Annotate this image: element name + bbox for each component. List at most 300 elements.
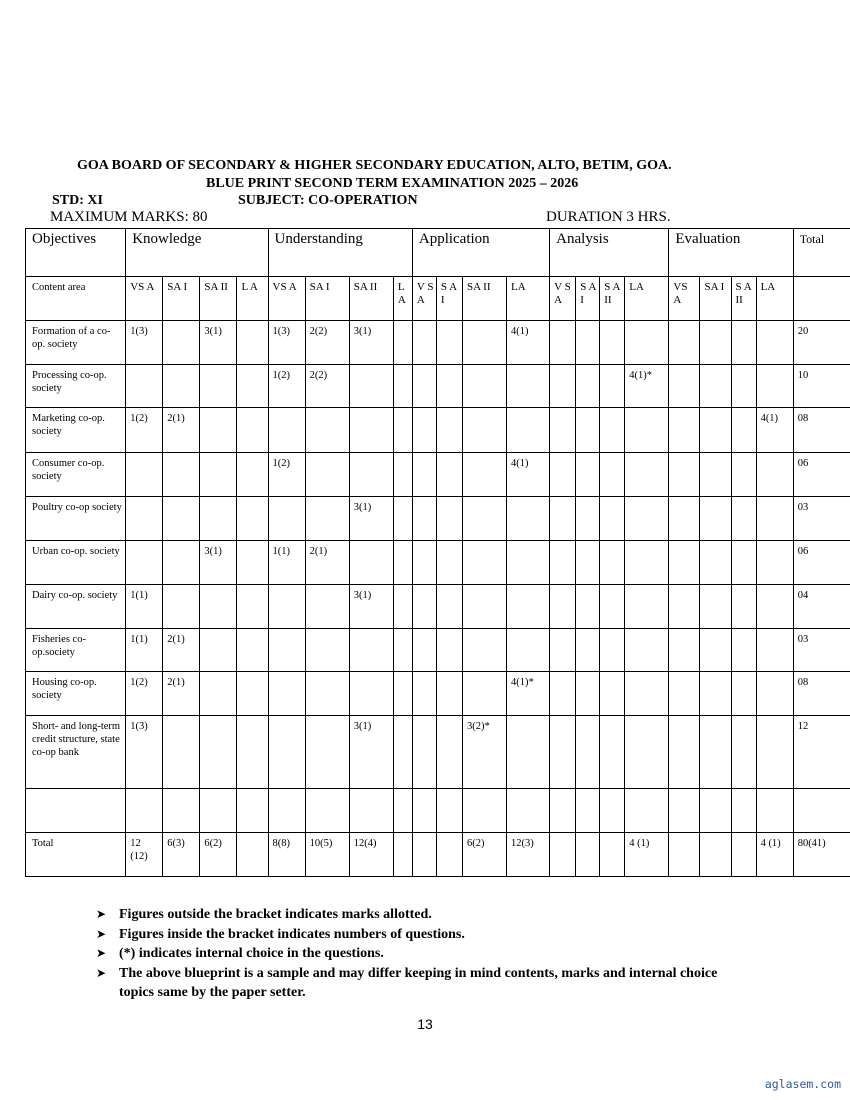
note-item (96, 905, 729, 925)
marks-cell (393, 789, 412, 833)
marks-cell (600, 716, 625, 789)
marks-cell (731, 716, 756, 789)
marks-cell (237, 541, 268, 585)
marks-cell (237, 716, 268, 789)
marks-cell (393, 497, 412, 541)
marks-cell (349, 408, 393, 453)
marks-cell (600, 408, 625, 453)
marks-cell (669, 629, 700, 672)
marks-cell: 1(1) (126, 629, 163, 672)
marks-cell (700, 833, 731, 877)
marks-cell (600, 365, 625, 408)
marks-cell (305, 497, 349, 541)
marks-cell: 2(1) (163, 629, 200, 672)
marks-cell (550, 672, 576, 716)
marks-cell (756, 365, 793, 408)
marks-cell (576, 833, 600, 877)
subheader-cell: S A II (600, 277, 625, 321)
marks-cell (756, 585, 793, 629)
table-row (26, 716, 850, 789)
marks-cell (163, 453, 200, 497)
marks-cell (126, 789, 163, 833)
marks-cell (268, 497, 305, 541)
marks-cell (436, 833, 462, 877)
marks-cell (237, 585, 268, 629)
marks-cell: 2(2) (305, 365, 349, 408)
marks-cell (436, 672, 462, 716)
row-total-cell (793, 789, 850, 833)
marks-cell (731, 585, 756, 629)
marks-cell (462, 453, 506, 497)
application-header: Application (412, 229, 549, 277)
marks-cell (669, 497, 700, 541)
marks-cell (349, 365, 393, 408)
subheader-cell: SA I (163, 277, 200, 321)
marks-cell (200, 672, 237, 716)
marks-cell (731, 833, 756, 877)
marks-cell (393, 672, 412, 716)
marks-cell (550, 453, 576, 497)
marks-cell (412, 541, 436, 585)
marks-cell (550, 321, 576, 365)
content-area-cell: Short- and long-term credit structure, state co-op bank (26, 716, 126, 789)
note-item (96, 925, 729, 945)
row-total-cell: 06 (793, 453, 850, 497)
marks-cell (349, 629, 393, 672)
marks-cell (163, 497, 200, 541)
marks-cell (700, 497, 731, 541)
marks-cell (731, 321, 756, 365)
marks-cell (436, 497, 462, 541)
marks-cell (550, 716, 576, 789)
subheader-cell: S A II (731, 277, 756, 321)
marks-cell (412, 453, 436, 497)
marks-cell (268, 408, 305, 453)
marks-cell: 2(1) (163, 672, 200, 716)
content-area-cell: Marketing co-op. society (26, 408, 126, 453)
marks-cell (576, 408, 600, 453)
marks-cell (393, 453, 412, 497)
marks-cell: 3(1) (200, 321, 237, 365)
marks-cell (305, 629, 349, 672)
marks-cell (412, 716, 436, 789)
marks-cell (700, 365, 731, 408)
knowledge-header: Knowledge (126, 229, 268, 277)
marks-cell: 3(1) (349, 585, 393, 629)
marks-cell (412, 321, 436, 365)
marks-cell (669, 365, 700, 408)
marks-cell: 2(1) (305, 541, 349, 585)
marks-cell (237, 321, 268, 365)
arrow-bullet-icon: ➤ (96, 926, 107, 941)
marks-cell (507, 497, 550, 541)
marks-cell (576, 716, 600, 789)
row-total-cell: 12 (793, 716, 850, 789)
marks-cell (462, 629, 506, 672)
marks-cell: 1(3) (268, 321, 305, 365)
watermark-link[interactable]: aglasem.com (764, 1077, 841, 1091)
marks-cell (237, 789, 268, 833)
marks-cell: 3(2)* (462, 716, 506, 789)
group-header-row (26, 229, 850, 277)
marks-cell: 3(1) (349, 321, 393, 365)
marks-cell: 1(1) (268, 541, 305, 585)
marks-cell (237, 365, 268, 408)
marks-cell (200, 408, 237, 453)
marks-cell (305, 453, 349, 497)
marks-cell (600, 541, 625, 585)
content-area-cell: Housing co-op. society (26, 672, 126, 716)
marks-cell (731, 453, 756, 497)
marks-cell (669, 716, 700, 789)
marks-cell (462, 789, 506, 833)
marks-cell (600, 585, 625, 629)
marks-cell (669, 453, 700, 497)
marks-cell: 1(2) (268, 365, 305, 408)
marks-cell (756, 629, 793, 672)
marks-cell (412, 833, 436, 877)
marks-cell (412, 408, 436, 453)
subheader-cell: S A I (436, 277, 462, 321)
marks-cell (349, 789, 393, 833)
marks-cell: 4(1) (756, 408, 793, 453)
marks-cell (163, 321, 200, 365)
marks-cell (731, 541, 756, 585)
marks-cell (305, 408, 349, 453)
marks-cell (576, 453, 600, 497)
marks-cell (700, 585, 731, 629)
note-text: Figures outside the bracket indicates marks allotted. (119, 907, 432, 922)
marks-cell: 6(2) (200, 833, 237, 877)
marks-cell (576, 789, 600, 833)
marks-cell (700, 629, 731, 672)
marks-cell (305, 716, 349, 789)
marks-cell (126, 497, 163, 541)
marks-cell (436, 585, 462, 629)
blueprint-table (25, 228, 850, 877)
marks-cell (731, 629, 756, 672)
marks-cell: 4(1)* (625, 365, 669, 408)
row-total-cell: 03 (793, 497, 850, 541)
marks-cell: 4(1)* (507, 672, 550, 716)
understanding-header: Understanding (268, 229, 412, 277)
table-row (26, 672, 850, 716)
marks-cell (731, 408, 756, 453)
marks-cell (126, 541, 163, 585)
marks-cell (200, 585, 237, 629)
marks-cell (731, 672, 756, 716)
marks-cell: 2(1) (163, 408, 200, 453)
marks-cell: 4(1) (507, 321, 550, 365)
arrow-bullet-icon: ➤ (96, 965, 107, 980)
marks-cell (600, 833, 625, 877)
marks-cell (393, 833, 412, 877)
marks-cell (393, 629, 412, 672)
marks-cell (436, 321, 462, 365)
total-header: Total (793, 229, 850, 277)
marks-cell (436, 408, 462, 453)
marks-cell (393, 585, 412, 629)
marks-cell (268, 672, 305, 716)
marks-cell (436, 541, 462, 585)
marks-cell (507, 789, 550, 833)
marks-cell: 1(2) (126, 672, 163, 716)
row-total-cell: 20 (793, 321, 850, 365)
marks-cell: 4 (1) (756, 833, 793, 877)
marks-cell (507, 585, 550, 629)
marks-cell (700, 789, 731, 833)
marks-cell: 3(1) (349, 716, 393, 789)
marks-cell (462, 321, 506, 365)
marks-cell: 3(1) (200, 541, 237, 585)
table-row (26, 365, 850, 408)
marks-cell (393, 541, 412, 585)
row-total-cell: 08 (793, 672, 850, 716)
marks-cell (237, 672, 268, 716)
marks-cell (669, 408, 700, 453)
content-area-cell: Total (26, 833, 126, 877)
marks-cell (507, 408, 550, 453)
marks-cell (669, 789, 700, 833)
marks-cell (600, 789, 625, 833)
marks-cell (237, 408, 268, 453)
marks-cell (507, 365, 550, 408)
arrow-bullet-icon: ➤ (96, 946, 107, 960)
marks-cell (268, 716, 305, 789)
marks-cell (669, 321, 700, 365)
marks-cell (700, 321, 731, 365)
marks-cell (305, 585, 349, 629)
subheader-total-cell (793, 277, 850, 321)
marks-cell (393, 408, 412, 453)
marks-cell: 1(2) (268, 453, 305, 497)
marks-cell: 6(2) (462, 833, 506, 877)
subheader-cell: LA (756, 277, 793, 321)
marks-cell (756, 789, 793, 833)
marks-cell (576, 365, 600, 408)
analysis-header: Analysis (550, 229, 669, 277)
marks-cell (393, 321, 412, 365)
subheader-cell: V S A (550, 277, 576, 321)
marks-cell (200, 453, 237, 497)
marks-cell (163, 716, 200, 789)
marks-cell (507, 716, 550, 789)
marks-cell (625, 497, 669, 541)
marks-cell (412, 789, 436, 833)
exam-title: BLUE PRINT SECOND TERM EXAMINATION 2025 – 2026 (206, 176, 579, 191)
marks-cell: 1(2) (126, 408, 163, 453)
marks-cell (550, 833, 576, 877)
marks-cell (126, 365, 163, 408)
marks-cell (625, 716, 669, 789)
marks-cell (550, 408, 576, 453)
marks-cell: 8(8) (268, 833, 305, 877)
marks-cell (600, 321, 625, 365)
marks-cell (436, 789, 462, 833)
marks-cell (436, 716, 462, 789)
marks-cell (550, 497, 576, 541)
row-total-cell: 08 (793, 408, 850, 453)
marks-cell (237, 497, 268, 541)
marks-cell (436, 629, 462, 672)
marks-cell (412, 365, 436, 408)
row-total-cell: 80(41) (793, 833, 850, 877)
marks-cell (163, 365, 200, 408)
marks-cell (412, 497, 436, 541)
content-area-cell (26, 789, 126, 833)
row-total-cell: 03 (793, 629, 850, 672)
marks-cell (237, 453, 268, 497)
marks-cell (576, 321, 600, 365)
content-area-header: Content area (26, 277, 126, 321)
marks-cell (462, 497, 506, 541)
marks-cell (349, 672, 393, 716)
table-row (26, 321, 850, 365)
marks-cell: 12(3) (507, 833, 550, 877)
marks-cell (268, 789, 305, 833)
content-area-cell: Urban co-op. society (26, 541, 126, 585)
marks-cell: 2(2) (305, 321, 349, 365)
subheader-cell: SA II (200, 277, 237, 321)
subheader-cell: VS A (669, 277, 700, 321)
marks-cell (412, 672, 436, 716)
subheader-cell: L A (393, 277, 412, 321)
marks-cell (700, 408, 731, 453)
marks-cell (462, 541, 506, 585)
marks-cell (305, 672, 349, 716)
marks-cell (600, 497, 625, 541)
marks-cell (756, 716, 793, 789)
subheader-cell: V S A (412, 277, 436, 321)
content-area-cell: Fisheries co-op.society (26, 629, 126, 672)
arrow-bullet-icon: ➤ (96, 907, 107, 921)
marks-cell (163, 585, 200, 629)
marks-cell: 1(3) (126, 716, 163, 789)
subheader-row (26, 277, 850, 321)
note-text: Figures inside the bracket indicates numbers of questions. (119, 926, 465, 942)
marks-cell (507, 629, 550, 672)
table-row (26, 408, 850, 453)
marks-cell (625, 408, 669, 453)
marks-cell (731, 365, 756, 408)
marks-cell (756, 541, 793, 585)
subheader-cell: S A I (576, 277, 600, 321)
subheader-cell: SA I (305, 277, 349, 321)
marks-cell (756, 453, 793, 497)
table-row (26, 789, 850, 833)
marks-cell (625, 672, 669, 716)
marks-cell (625, 789, 669, 833)
content-area-cell: Consumer co-op. society (26, 453, 126, 497)
marks-cell (669, 672, 700, 716)
subheader-cell: LA (507, 277, 550, 321)
evaluation-header: Evaluation (669, 229, 793, 277)
marks-cell (625, 629, 669, 672)
subheader-cell: L A (237, 277, 268, 321)
marks-cell: 1(1) (126, 585, 163, 629)
note-text: The above blueprint is a sample and may differ keeping in mind contents, marks and internal choice topics same by the paper setter. (119, 965, 718, 1000)
subheader-cell: SA I (700, 277, 731, 321)
marks-cell: 3(1) (349, 497, 393, 541)
marks-cell (669, 833, 700, 877)
subject-label: SUBJECT: CO-OPERATION (238, 193, 418, 208)
std-label: STD: XI (52, 193, 103, 208)
marks-cell (756, 497, 793, 541)
marks-cell (200, 716, 237, 789)
marks-cell (600, 453, 625, 497)
content-area-cell: Formation of a co-op. society (26, 321, 126, 365)
marks-cell (625, 453, 669, 497)
marks-cell (200, 629, 237, 672)
marks-cell (393, 365, 412, 408)
objectives-header: Objectives (26, 229, 126, 277)
marks-cell (412, 585, 436, 629)
marks-cell (669, 541, 700, 585)
marks-cell (200, 365, 237, 408)
marks-cell (625, 585, 669, 629)
max-marks-label: MAXIMUM MARKS: 80 (50, 209, 208, 225)
marks-cell (600, 672, 625, 716)
marks-cell (268, 629, 305, 672)
marks-cell (126, 453, 163, 497)
marks-cell (700, 541, 731, 585)
marks-cell (237, 629, 268, 672)
subheader-cell: VS A (268, 277, 305, 321)
table-row (26, 629, 850, 672)
marks-cell (550, 789, 576, 833)
marks-cell (576, 541, 600, 585)
marks-cell (625, 541, 669, 585)
marks-cell: 1(3) (126, 321, 163, 365)
marks-cell (550, 365, 576, 408)
marks-cell (507, 541, 550, 585)
note-item (96, 944, 729, 964)
marks-cell (576, 629, 600, 672)
content-area-cell: Dairy co-op. society (26, 585, 126, 629)
subheader-cell: SA II (462, 277, 506, 321)
marks-cell (268, 585, 305, 629)
marks-cell (756, 672, 793, 716)
marks-cell (576, 497, 600, 541)
table-row (26, 833, 850, 877)
marks-cell (200, 789, 237, 833)
note-item (96, 964, 729, 1003)
row-total-cell: 04 (793, 585, 850, 629)
marks-cell (200, 497, 237, 541)
row-total-cell: 06 (793, 541, 850, 585)
table-row (26, 497, 850, 541)
subheader-cell: LA (625, 277, 669, 321)
marks-cell (550, 585, 576, 629)
marks-cell (462, 365, 506, 408)
marks-cell (731, 497, 756, 541)
notes-list (96, 905, 729, 1003)
content-area-cell: Poultry co-op society (26, 497, 126, 541)
duration-label: DURATION 3 HRS. (546, 209, 671, 225)
table-row (26, 541, 850, 585)
marks-cell (349, 541, 393, 585)
marks-cell (163, 541, 200, 585)
content-area-cell: Processing co-op. society (26, 365, 126, 408)
row-total-cell: 10 (793, 365, 850, 408)
marks-cell (550, 629, 576, 672)
marks-cell (462, 408, 506, 453)
subheader-cell: VS A (126, 277, 163, 321)
table-row (26, 453, 850, 497)
marks-cell (576, 585, 600, 629)
marks-cell (700, 716, 731, 789)
board-title: GOA BOARD OF SECONDARY & HIGHER SECONDARY EDUCATION, ALTO, BETIM, GOA. (77, 158, 672, 173)
